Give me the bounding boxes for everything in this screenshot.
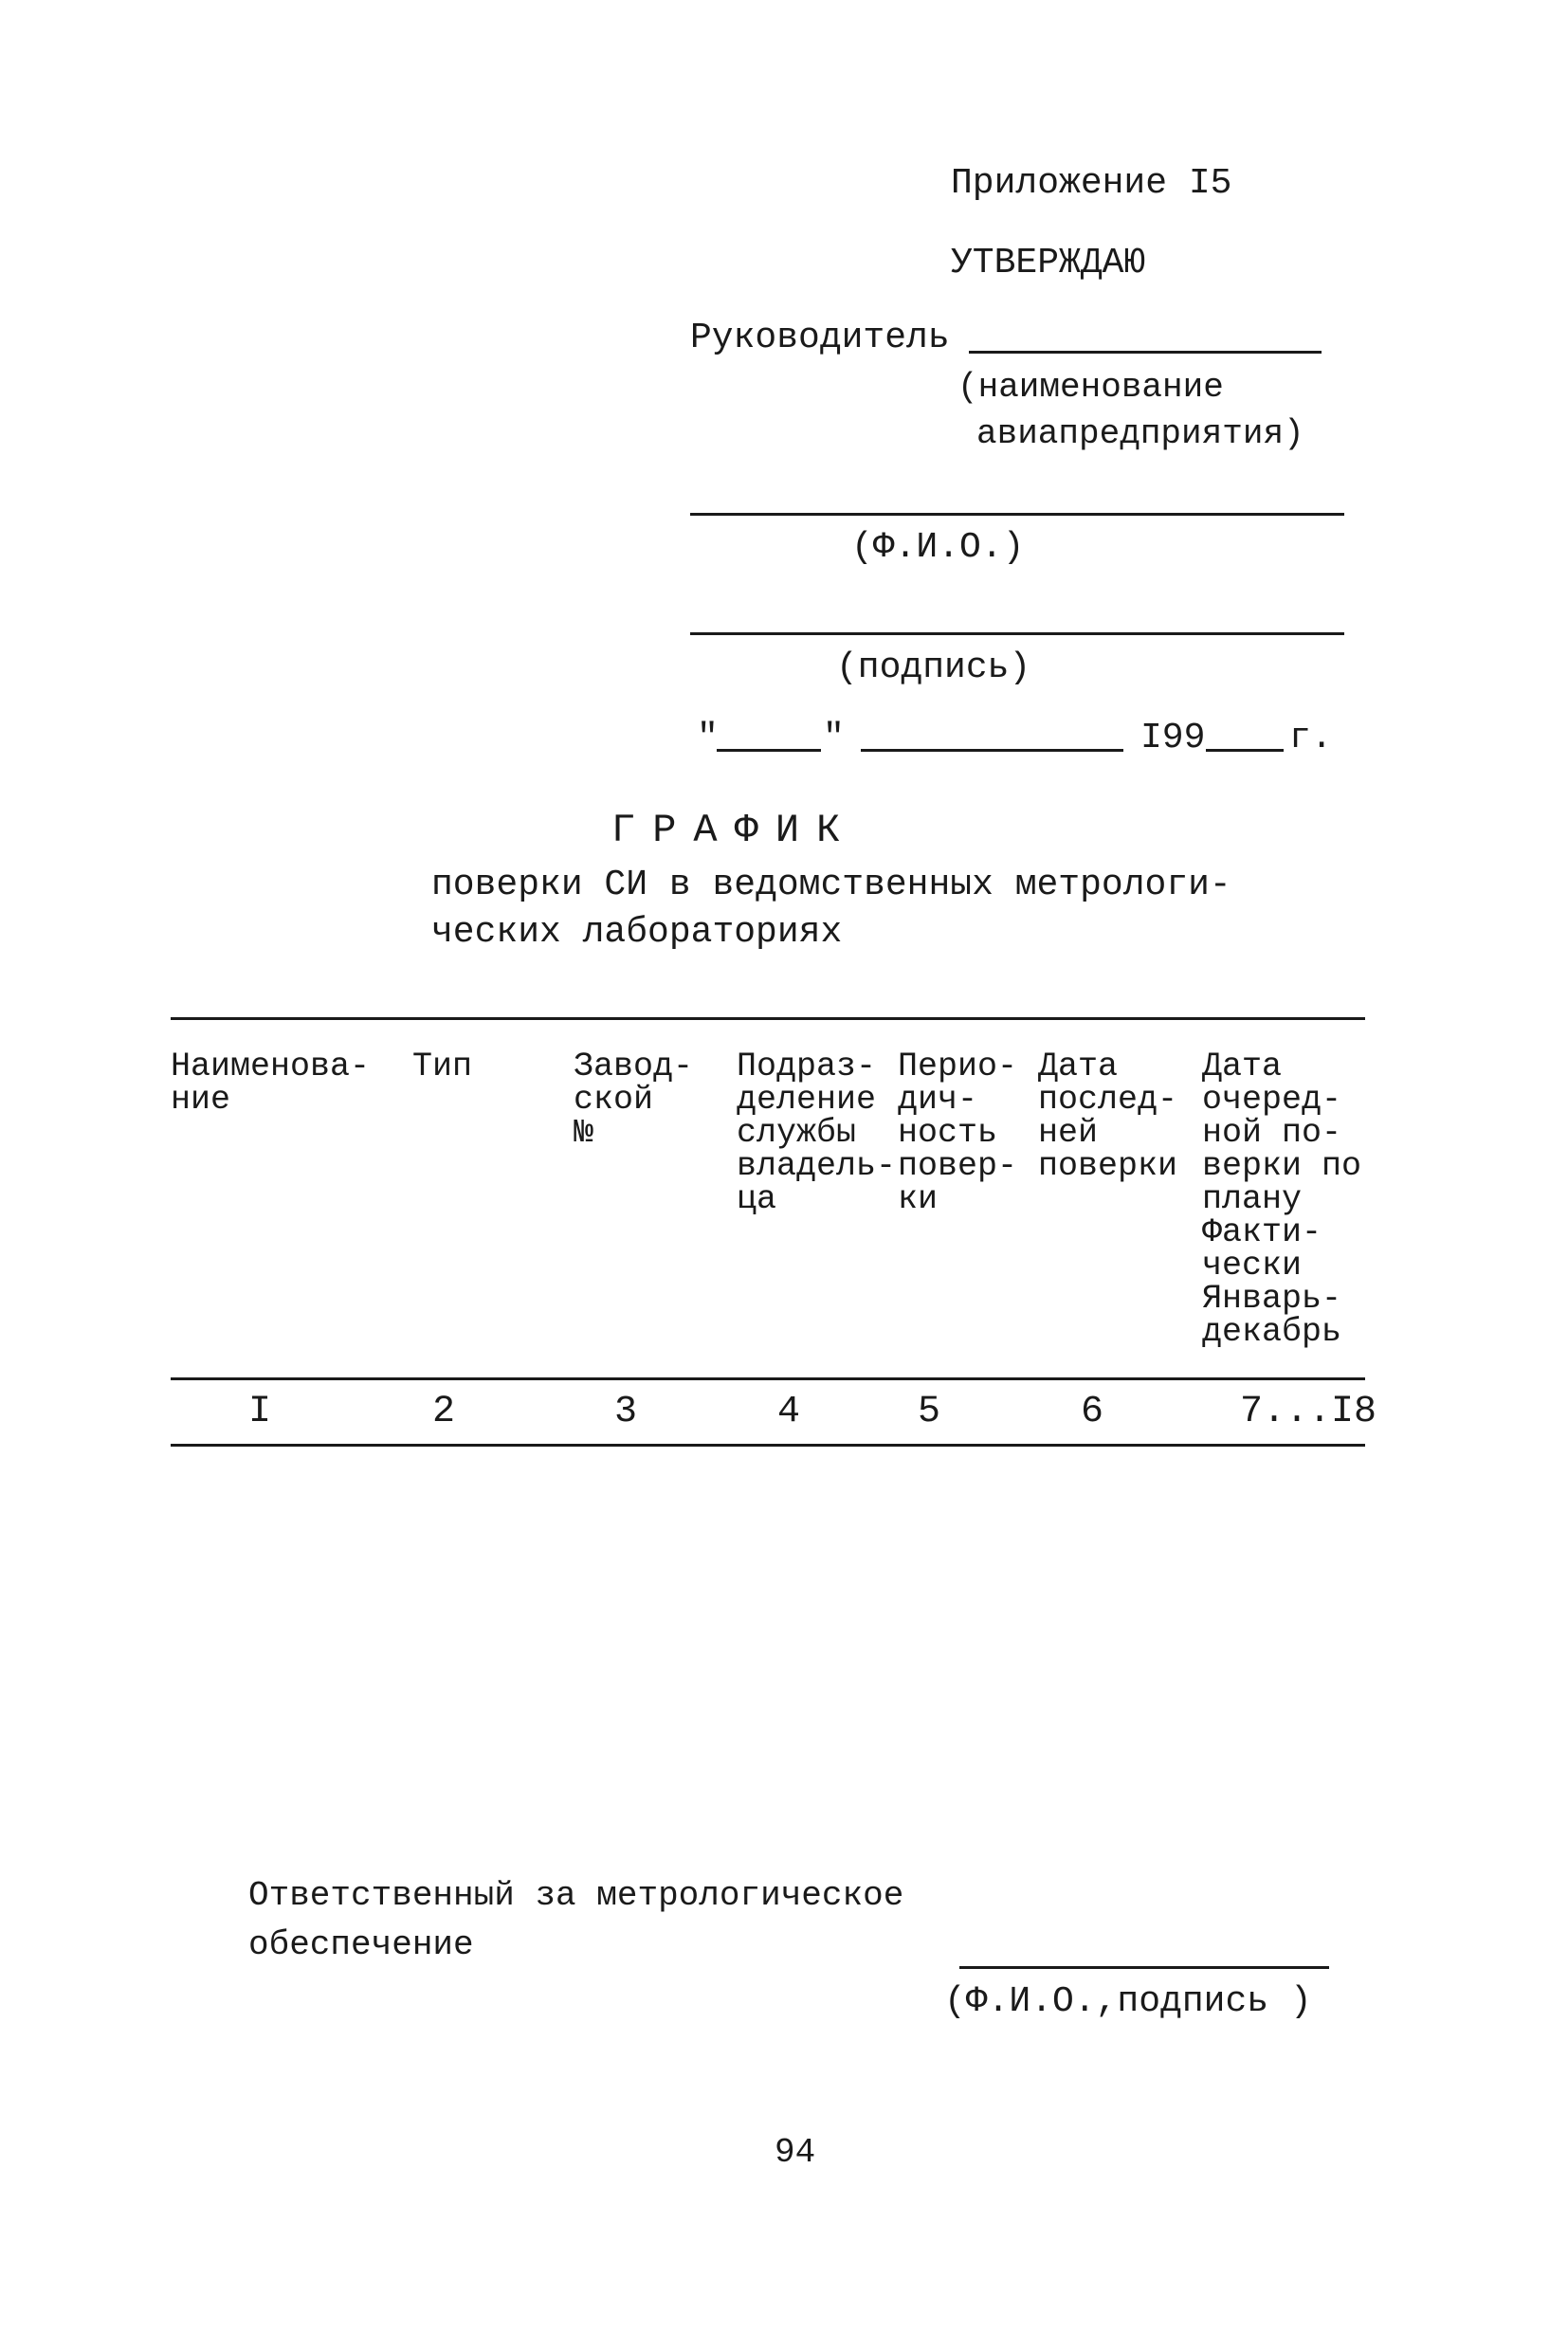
table-header-rule bbox=[171, 1377, 1365, 1380]
table-top-rule bbox=[171, 1017, 1365, 1020]
table-bottom-rule bbox=[171, 1444, 1365, 1447]
schedule-title: ГРАФИК bbox=[611, 808, 858, 853]
fio-caption: (Ф.И.О.) bbox=[851, 527, 1025, 568]
organization-caption-line1: (наименование bbox=[957, 368, 1224, 407]
signature-line bbox=[690, 632, 1344, 635]
column-number: I bbox=[248, 1391, 272, 1433]
organization-caption-line2: авиапредприятия) bbox=[976, 414, 1304, 453]
column-header-next-verification: Дата очеред- ной по- верки по плану Факти- чески Январь- декабрь bbox=[1202, 1048, 1362, 1351]
organization-line bbox=[969, 351, 1322, 354]
column-number: 2 bbox=[432, 1391, 456, 1433]
column-number: 3 bbox=[614, 1391, 638, 1433]
date-year-prefix: I99 bbox=[1140, 718, 1206, 758]
page-number: 94 bbox=[775, 2133, 816, 2172]
signature-caption: (подпись) bbox=[836, 647, 1031, 688]
date-day-line bbox=[717, 749, 821, 752]
responsible-signature-line bbox=[959, 1966, 1329, 1969]
approve-label: УТВЕРЖДАЮ bbox=[951, 243, 1146, 283]
column-header-owner-department: Подраз- деление службы владель- ца bbox=[737, 1048, 897, 1218]
responsible-label-line1: Ответственный за метрологическое bbox=[248, 1876, 904, 1915]
responsible-label-line2: обеспечение bbox=[248, 1925, 474, 1964]
fio-signature-caption: (Ф.И.О.,подпись ) bbox=[944, 1981, 1312, 2022]
column-header-periodicity: Перио- дич- ность повер- ки bbox=[898, 1048, 1018, 1218]
column-header-serial-number: Завод- ской № bbox=[574, 1048, 694, 1152]
date-year-suffix: г. bbox=[1289, 718, 1333, 758]
column-number: 5 bbox=[918, 1391, 941, 1433]
column-header-type: Тип bbox=[412, 1048, 473, 1085]
date-quote-open: " bbox=[697, 718, 719, 758]
fio-line bbox=[690, 513, 1344, 516]
head-label: Руководитель bbox=[690, 318, 950, 358]
schedule-subtitle-line1: поверки СИ в ведомственных метрологи- bbox=[431, 865, 1231, 905]
column-number: 4 bbox=[777, 1391, 801, 1433]
date-year-line bbox=[1206, 749, 1284, 752]
date-quote-close: " bbox=[823, 718, 845, 758]
date-month-line bbox=[861, 749, 1123, 752]
column-number: 7...I8 bbox=[1240, 1391, 1377, 1433]
schedule-subtitle-line2: ческих лабораториях bbox=[431, 912, 843, 953]
column-number: 6 bbox=[1081, 1391, 1104, 1433]
appendix-label: Приложение I5 bbox=[951, 163, 1232, 204]
column-header-last-verification: Дата послед- ней поверки bbox=[1038, 1048, 1178, 1185]
column-header-name: Наименова- ние bbox=[171, 1048, 371, 1119]
